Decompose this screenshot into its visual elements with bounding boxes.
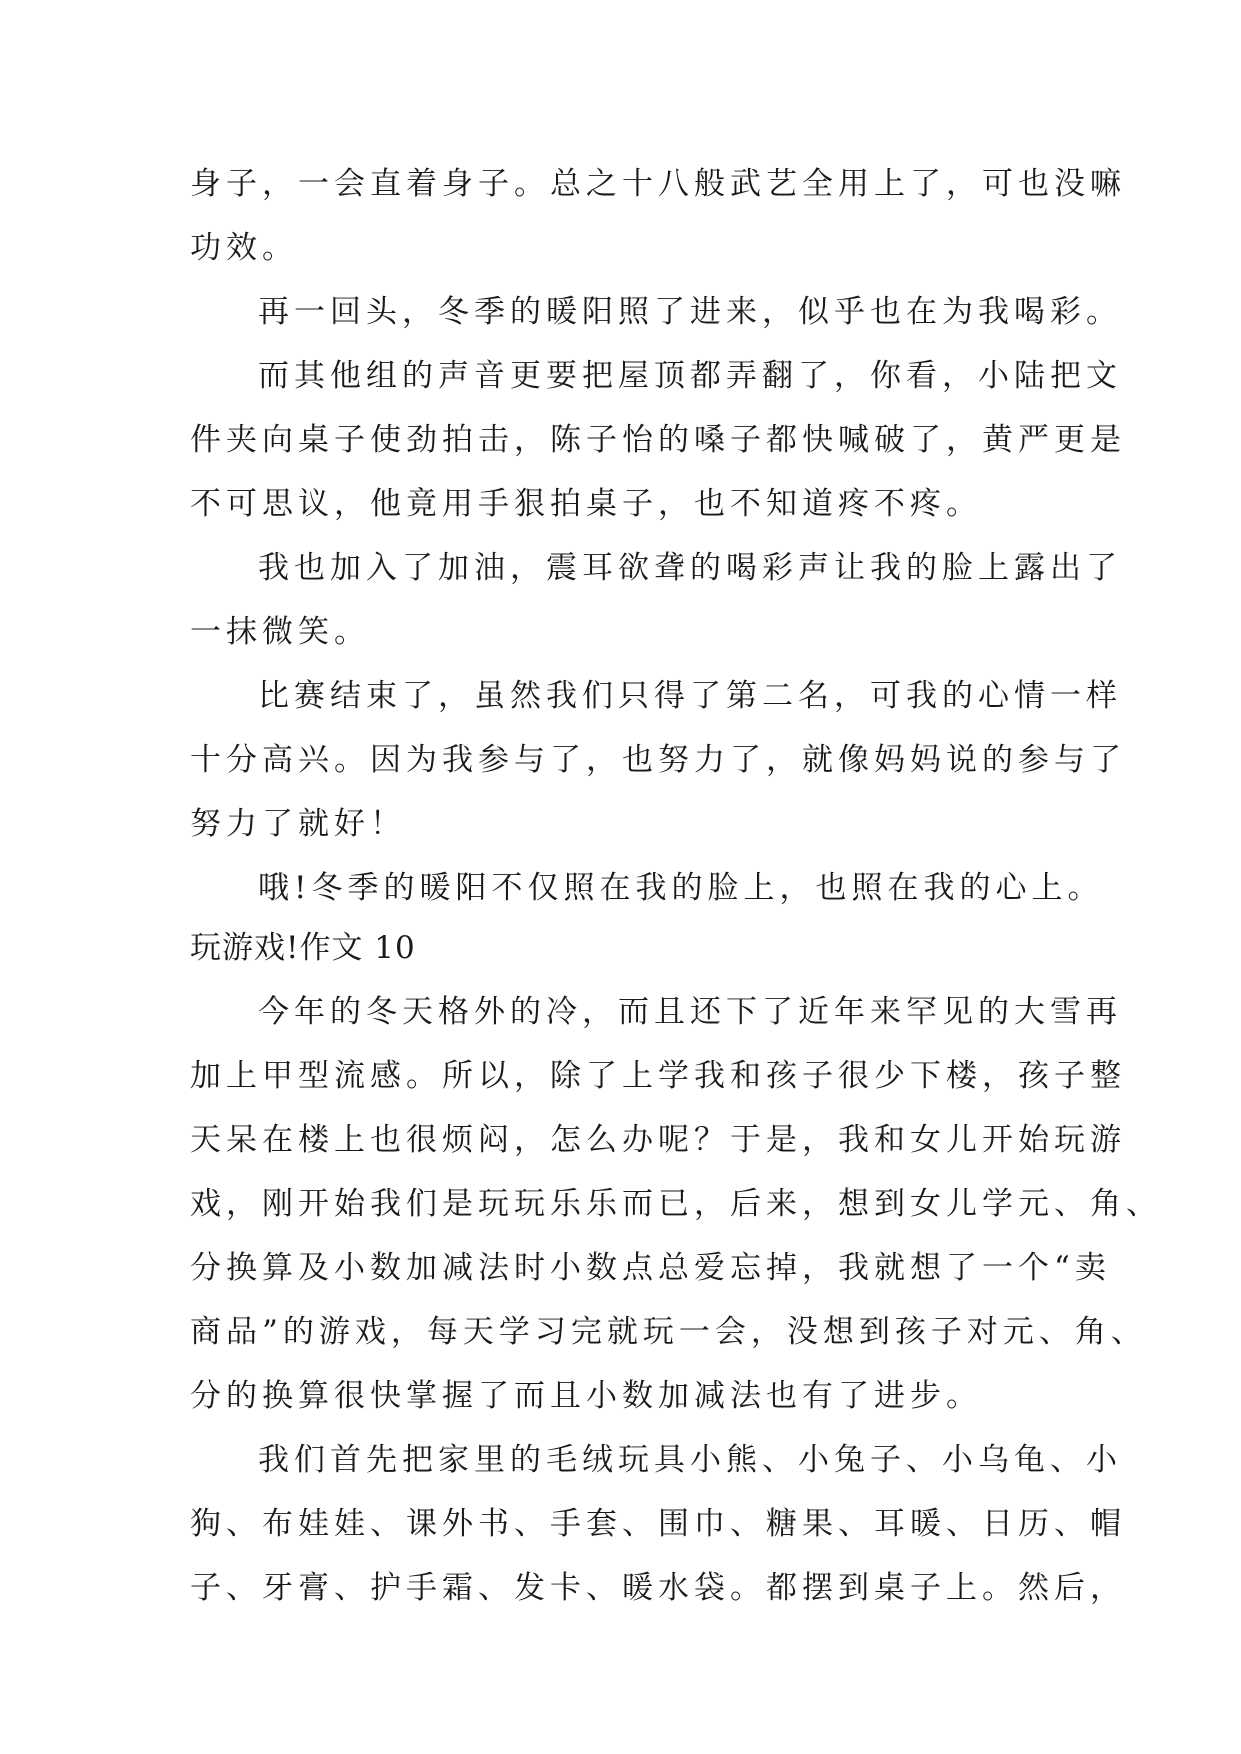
- paragraph-line: 再一回头，冬季的暖阳照了进来，似乎也在为我喝彩。: [258, 294, 1122, 330]
- paragraph-line: 而其他组的声音更要把屋顶都弄翻了，你看，小陆把文: [258, 358, 1122, 394]
- text-line: 身子，一会直着身子。总之十八般武艺全用上了，可也没嘛: [190, 166, 1126, 202]
- text-line: 分的换算很快掌握了而且小数加减法也有了进步。: [190, 1378, 982, 1414]
- paragraph-line: 我们首先把家里的毛绒玩具小熊、小兔子、小乌龟、小: [258, 1442, 1122, 1478]
- text-line: 分换算及小数加减法时小数点总爱忘掉，我就想了一个“卖: [190, 1250, 1111, 1286]
- essay-heading: 玩游戏!作文 10: [190, 930, 416, 966]
- text-line: 功效。: [190, 230, 298, 266]
- text-line: 一抹微笑。: [190, 614, 370, 650]
- paragraph-line: 我也加入了加油，震耳欲聋的喝彩声让我的脸上露出了: [258, 550, 1122, 586]
- essay-section-2: [190, 980, 1162, 1620]
- text-line: 天呆在楼上也很烦闷，怎么办呢？于是，我和女儿开始玩游: [190, 1122, 1126, 1158]
- text-line: 十分高兴。因为我参与了，也努力了，就像妈妈说的参与了: [190, 742, 1126, 778]
- paragraph-line: 哦!冬季的暖阳不仅照在我的脸上，也照在我的心上。: [258, 870, 1104, 906]
- paragraph-line: 今年的冬天格外的冷，而且还下了近年来罕见的大雪再: [258, 994, 1122, 1030]
- text-line: 件夹向桌子使劲拍击，陈子怡的嗓子都快喊破了，黄严更是: [190, 422, 1126, 458]
- text-line: 商品”的游戏，每天学习完就玩一会，没想到孩子对元、角、: [190, 1314, 1147, 1350]
- text-line: 子、牙膏、护手霜、发卡、暖水袋。都摆到桌子上。然后，: [190, 1570, 1126, 1606]
- text-line: 努力了就好！: [190, 806, 406, 842]
- essay-section-1: [190, 152, 1126, 920]
- text-line: 狗、布娃娃、课外书、手套、围巾、糖果、耳暖、日历、帽: [190, 1506, 1126, 1542]
- text-line: 不可思议，他竟用手狠拍桌子，也不知道疼不疼。: [190, 486, 982, 522]
- text-line: 加上甲型流感。所以，除了上学我和孩子很少下楼，孩子整: [190, 1058, 1126, 1094]
- text-line: 戏，刚开始我们是玩玩乐乐而已，后来，想到女儿学元、角、: [190, 1186, 1162, 1222]
- paragraph-line: 比赛结束了，虽然我们只得了第二名，可我的心情一样: [258, 678, 1122, 714]
